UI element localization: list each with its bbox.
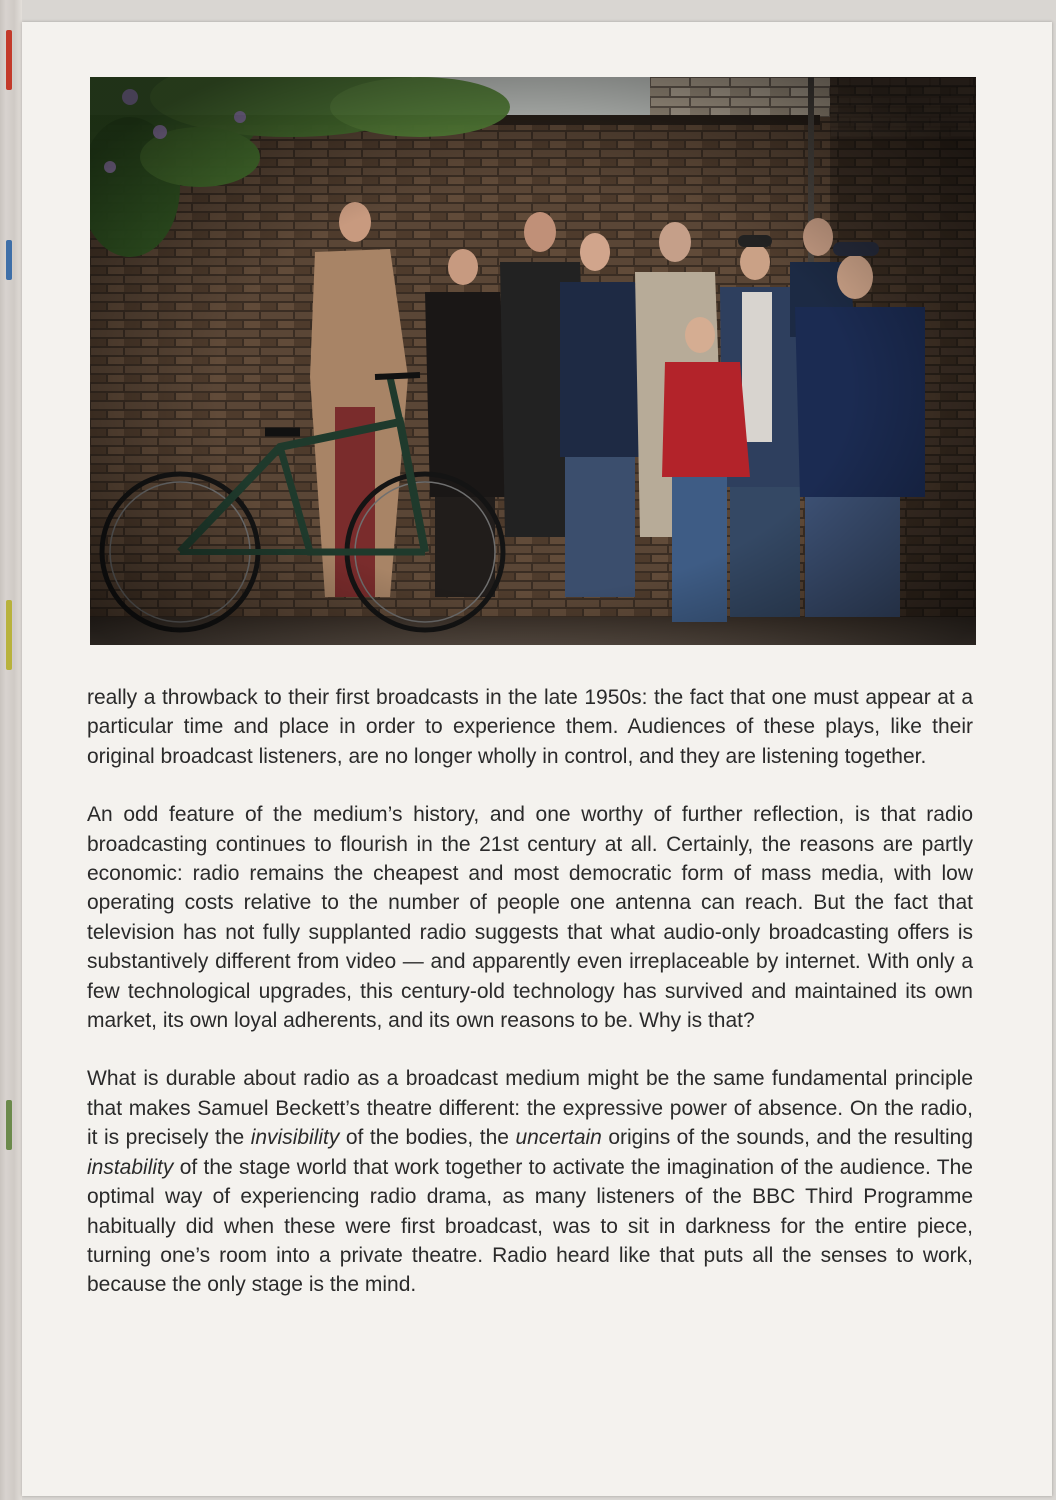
paragraph-1: really a throwback to their first broadcasts in the late 1950s: the fact that one must appear at a particular time and place in order to experience them. Audiences of these plays, like their original broadcast listeners, are no longer wholly in control, and they are listening together. <box>87 686 973 768</box>
edge-mark <box>6 1100 12 1150</box>
emphasis-instability: instability <box>87 1155 174 1179</box>
paragraph-3-text: of the bodies, the <box>339 1126 516 1150</box>
edge-mark <box>6 600 12 670</box>
paragraph-3 <box>87 1064 973 1299</box>
group-photo <box>90 77 976 645</box>
paragraph-3-text: What is durable about radio as a broadcast medium might be the same fundamental principle that makes Samuel Beckett’s theatre different: the expressive power of absence. On the radio, it is precisely the <box>87 1067 973 1150</box>
edge-mark <box>6 30 12 90</box>
edge-mark <box>6 240 12 280</box>
emphasis-invisibility: invisibility <box>250 1126 340 1150</box>
paragraph-3-text: of the stage world that work together to activate the imagination of the audience. The optimal way of experiencing radio drama, as many listeners of the BBC Third Programme habitually did when these were first broadcast, was to sit in darkness for the entire piece, turning one’s room into a private theatre. Radio heard like that puts all the senses to work, because the only stage is the mind. <box>87 1155 973 1297</box>
group-photo-image <box>90 77 976 645</box>
page-edge <box>0 0 22 1500</box>
paragraph-2: An odd feature of the medium’s history, and one worthy of further reflection, is that radio broadcasting continues to flourish in the 21st century at all. Certainly, the reasons are partly economic: radio remains the cheapest and most democratic form of mass media, with low operating costs relative to the number of people one antenna can reach. But the fact that television has not fully supplanted radio suggests that what audio-only broadcasting offers is substantively different from video — and apparently even irreplaceable by internet. With only a few technological upgrades, this century-old technology has survived and maintained its own market, its own loyal adherents, and its own reasons to be. Why is that? <box>87 803 973 1033</box>
emphasis-uncertain: uncertain <box>515 1126 602 1150</box>
article-body <box>87 683 973 1329</box>
paragraph-3-text: origins of the sounds, and the resulting <box>601 1126 973 1150</box>
